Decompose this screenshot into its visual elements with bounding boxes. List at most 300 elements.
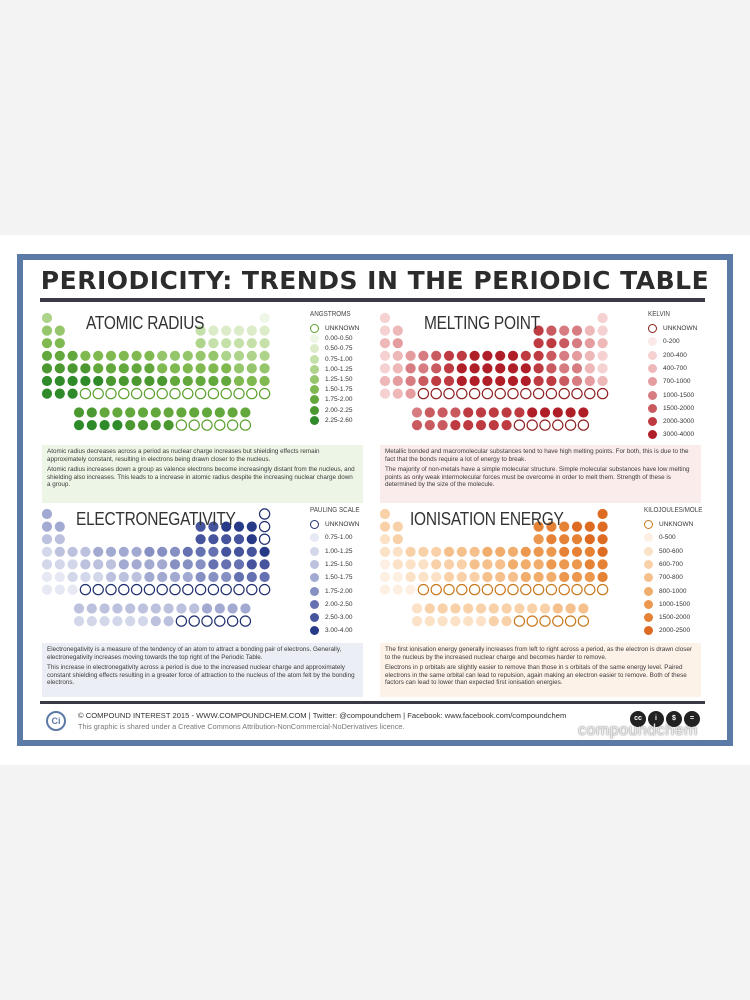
element-dot <box>221 547 231 557</box>
element-dot <box>380 547 390 557</box>
element-dot <box>559 326 569 336</box>
element-dot <box>132 376 142 386</box>
description-paragraph: Atomic radius increases down a group as valence electrons become increasingly distant from the nucleus, and shielding also increases. This leads to a increase in atomic radius despite the increasing nuclear charge down a group. <box>47 466 355 489</box>
element-dot <box>221 363 231 373</box>
f-block-dot <box>202 420 212 430</box>
f-block-dot <box>502 420 512 430</box>
element-dot <box>170 376 180 386</box>
element-dot <box>260 313 270 323</box>
element-dot <box>482 389 492 399</box>
element-dot <box>534 585 544 595</box>
element-dot <box>495 547 505 557</box>
element-dot <box>431 547 441 557</box>
legend-swatch <box>310 355 319 364</box>
legend-swatch <box>310 560 319 569</box>
element-dot <box>68 585 78 595</box>
element-dot <box>68 547 78 557</box>
element-dot <box>521 572 531 582</box>
f-block-dot <box>164 407 174 417</box>
f-block-dot <box>100 603 110 613</box>
title-rule <box>40 298 705 302</box>
element-dot <box>572 326 582 336</box>
f-block-dot <box>215 407 225 417</box>
element-dot <box>144 389 154 399</box>
element-dot <box>93 376 103 386</box>
legend-label: 500-600 <box>659 547 683 555</box>
element-dot <box>183 351 193 361</box>
element-dot <box>132 547 142 557</box>
element-dot <box>42 376 52 386</box>
element-dot <box>598 338 608 348</box>
element-dot <box>157 559 167 569</box>
description-atomic-radius <box>42 445 363 503</box>
element-dot <box>157 363 167 373</box>
element-dot <box>559 585 569 595</box>
element-dot <box>572 389 582 399</box>
element-dot <box>132 389 142 399</box>
element-dot <box>80 376 90 386</box>
element-dot <box>546 559 556 569</box>
legend-label: 1.75-2.00 <box>325 587 353 595</box>
element-dot <box>68 351 78 361</box>
element-dot <box>170 389 180 399</box>
f-block-dot <box>164 420 174 430</box>
f-block-dot <box>74 616 84 626</box>
element-dot <box>444 559 454 569</box>
element-dot <box>534 338 544 348</box>
cc-badge: cc <box>630 711 646 727</box>
element-dot <box>393 363 403 373</box>
element-dot <box>585 572 595 582</box>
element-dot <box>508 363 518 373</box>
f-block-dot <box>228 407 238 417</box>
element-dot <box>546 572 556 582</box>
description-melting-point <box>380 445 701 503</box>
f-block-dot <box>87 603 97 613</box>
f-block-dot <box>476 616 486 626</box>
element-dot <box>42 313 52 323</box>
legend-swatch <box>644 560 653 569</box>
element-dot <box>572 338 582 348</box>
element-dot <box>106 351 116 361</box>
element-dot <box>42 585 52 595</box>
element-dot <box>93 363 103 373</box>
legend-swatch <box>310 587 319 596</box>
element-dot <box>418 389 428 399</box>
description-paragraph: Electrons in p orbitals are slightly easier to remove than those in s orbitals of the same energy level. Paired electrons in the same orbital can lead to repulsion, again making an electron easier to remove. Both of these factors can lead to lower than expected first ionisation energies. <box>385 664 687 687</box>
panel-title-ionisation-energy: IONISATION ENERGY <box>410 509 564 529</box>
f-block-dot <box>112 420 122 430</box>
element-dot <box>170 363 180 373</box>
element-dot <box>196 363 206 373</box>
element-dot <box>260 389 270 399</box>
element-dot <box>521 559 531 569</box>
legend-item <box>310 586 352 597</box>
element-dot <box>521 585 531 595</box>
element-dot <box>393 326 403 336</box>
element-dot <box>144 572 154 582</box>
f-block-dot <box>138 616 148 626</box>
element-dot <box>444 547 454 557</box>
element-dot <box>80 363 90 373</box>
element-dot <box>170 559 180 569</box>
element-dot <box>119 547 129 557</box>
element-dot <box>482 559 492 569</box>
legend-swatch <box>310 613 319 622</box>
element-dot <box>247 534 257 544</box>
legend-swatch <box>648 430 657 439</box>
legend-swatch <box>648 337 657 346</box>
f-block-dot <box>463 616 473 626</box>
legend-label: 2000-3000 <box>663 418 695 426</box>
f-block-dot <box>74 420 84 430</box>
element-dot <box>431 572 441 582</box>
element-dot <box>196 534 206 544</box>
element-dot <box>482 547 492 557</box>
legend-item <box>644 612 690 623</box>
f-block-dot <box>189 616 199 626</box>
element-dot <box>444 572 454 582</box>
element-dot <box>508 376 518 386</box>
f-block-dot <box>176 603 186 613</box>
element-dot <box>585 351 595 361</box>
element-dot <box>260 326 270 336</box>
f-block-dot <box>202 603 212 613</box>
element-dot <box>457 572 467 582</box>
element-dot <box>42 351 52 361</box>
f-block-dot <box>215 616 225 626</box>
element-dot <box>80 572 90 582</box>
element-dot <box>157 389 167 399</box>
element-dot <box>585 534 595 544</box>
legend-label: 1500-2000 <box>663 404 695 412</box>
f-block-dot <box>176 616 186 626</box>
legend-swatch <box>648 417 657 426</box>
element-dot <box>55 572 65 582</box>
legend-swatch <box>644 573 653 582</box>
element-dot <box>534 389 544 399</box>
element-dot <box>508 389 518 399</box>
element-dot <box>559 363 569 373</box>
legend-swatch <box>310 600 319 609</box>
element-dot <box>42 522 52 532</box>
legend-label: 800-1000 <box>659 587 687 595</box>
description-electronegativity <box>42 643 363 697</box>
legend-label: UNKNOWN <box>659 521 694 528</box>
element-dot <box>393 376 403 386</box>
element-dot <box>132 363 142 373</box>
poster-title: PERIODICITY: TRENDS IN THE PERIODIC TABLE <box>40 266 710 295</box>
legend-item <box>644 519 693 530</box>
element-dot <box>457 351 467 361</box>
element-dot <box>470 559 480 569</box>
f-block-dot <box>540 420 550 430</box>
element-dot <box>221 534 231 544</box>
legend-swatch <box>310 334 319 343</box>
element-dot <box>598 572 608 582</box>
f-block-dot <box>566 420 576 430</box>
f-block-dot <box>450 407 460 417</box>
legend-swatch <box>310 385 319 394</box>
element-dot <box>221 572 231 582</box>
f-block-dot <box>151 420 161 430</box>
f-block-dot <box>566 616 576 626</box>
f-block-dot <box>489 603 499 613</box>
legend-item <box>310 519 359 530</box>
element-dot <box>196 389 206 399</box>
element-dot <box>132 585 142 595</box>
element-dot <box>559 534 569 544</box>
element-dot <box>572 376 582 386</box>
f-block-dot <box>412 616 422 626</box>
legend-swatch <box>648 377 657 386</box>
f-block-dot <box>527 420 537 430</box>
element-dot <box>55 363 65 373</box>
element-dot <box>393 338 403 348</box>
element-dot <box>598 363 608 373</box>
element-dot <box>93 559 103 569</box>
f-block-dot <box>412 603 422 613</box>
element-dot <box>208 585 218 595</box>
element-dot <box>170 572 180 582</box>
f-block-dot <box>463 603 473 613</box>
legend-swatch <box>310 626 319 635</box>
element-dot <box>521 351 531 361</box>
element-dot <box>221 585 231 595</box>
legend-swatch <box>310 344 319 353</box>
element-dot <box>93 351 103 361</box>
element-dot <box>380 534 390 544</box>
element-dot <box>42 572 52 582</box>
f-block-dot <box>215 603 225 613</box>
element-dot <box>406 376 416 386</box>
f-block-dot <box>228 603 238 613</box>
element-dot <box>144 547 154 557</box>
element-dot <box>42 534 52 544</box>
element-dot <box>119 572 129 582</box>
element-dot <box>247 351 257 361</box>
element-dot <box>42 338 52 348</box>
legend-item <box>648 336 680 347</box>
element-dot <box>55 351 65 361</box>
element-dot <box>598 585 608 595</box>
f-block-dot <box>125 603 135 613</box>
element-dot <box>495 559 505 569</box>
element-dot <box>406 559 416 569</box>
element-dot <box>144 376 154 386</box>
element-dot <box>208 534 218 544</box>
element-dot <box>234 572 244 582</box>
element-dot <box>534 547 544 557</box>
element-dot <box>418 351 428 361</box>
description-paragraph: Atomic radius decreases across a period as nuclear charge increases but shielding effects remain approximately constant, resulting in electrons being drawn closer to the nucleus. <box>47 448 320 463</box>
element-dot <box>68 389 78 399</box>
f-block-dot <box>489 420 499 430</box>
f-block-dot <box>112 603 122 613</box>
element-dot <box>546 338 556 348</box>
element-dot <box>247 389 257 399</box>
element-dot <box>93 389 103 399</box>
legend-label: 0.75-1.00 <box>325 534 353 542</box>
element-dot <box>106 572 116 582</box>
element-dot <box>393 547 403 557</box>
element-dot <box>208 351 218 361</box>
f-block-dot <box>463 420 473 430</box>
legend-swatch <box>644 533 653 542</box>
element-dot <box>234 585 244 595</box>
element-dot <box>80 547 90 557</box>
element-dot <box>55 338 65 348</box>
legend-label: 1500-2000 <box>659 614 691 622</box>
element-dot <box>119 351 129 361</box>
element-dot <box>482 376 492 386</box>
element-dot <box>508 547 518 557</box>
f-block-dot <box>553 420 563 430</box>
element-dot <box>546 326 556 336</box>
element-dot <box>534 534 544 544</box>
f-block-dot <box>425 420 435 430</box>
f-block-dot <box>527 407 537 417</box>
f-block-dot <box>125 407 135 417</box>
element-dot <box>598 534 608 544</box>
element-dot <box>260 559 270 569</box>
element-dot <box>406 363 416 373</box>
legend-label: 1.50-1.75 <box>325 574 353 582</box>
element-dot <box>546 351 556 361</box>
element-dot <box>457 559 467 569</box>
element-dot <box>234 338 244 348</box>
element-dot <box>260 572 270 582</box>
legend-item <box>648 363 687 374</box>
element-dot <box>534 559 544 569</box>
element-dot <box>585 522 595 532</box>
legend-unit: ANGSTROMS <box>310 311 351 318</box>
element-dot <box>572 559 582 569</box>
element-dot <box>470 585 480 595</box>
element-dot <box>380 313 390 323</box>
element-dot <box>495 363 505 373</box>
f-block-dot <box>425 616 435 626</box>
background-bottom <box>0 765 750 1000</box>
element-dot <box>132 559 142 569</box>
element-dot <box>68 572 78 582</box>
legend-item <box>310 572 352 583</box>
element-dot <box>444 363 454 373</box>
element-dot <box>157 547 167 557</box>
element-dot <box>393 522 403 532</box>
element-dot <box>247 559 257 569</box>
element-dot <box>68 559 78 569</box>
element-dot <box>559 389 569 399</box>
element-dot <box>380 389 390 399</box>
f-block-dot <box>189 420 199 430</box>
description-ionisation-energy <box>380 643 701 697</box>
element-dot <box>521 389 531 399</box>
element-dot <box>508 559 518 569</box>
element-dot <box>119 376 129 386</box>
element-dot <box>247 547 257 557</box>
f-block-dot <box>489 616 499 626</box>
legend-label: 2.50-3.00 <box>325 614 353 622</box>
element-dot <box>546 585 556 595</box>
element-dot <box>144 585 154 595</box>
element-dot <box>260 363 270 373</box>
legend-label: 2.25-2.60 <box>325 416 353 424</box>
element-dot <box>431 585 441 595</box>
element-dot <box>196 585 206 595</box>
legend-item <box>648 403 694 414</box>
element-dot <box>418 376 428 386</box>
element-dot <box>80 351 90 361</box>
f-block-dot <box>502 616 512 626</box>
f-block-dot <box>138 603 148 613</box>
legend-label: 1.50-1.75 <box>325 386 353 394</box>
element-dot <box>157 376 167 386</box>
element-dot <box>380 559 390 569</box>
element-dot <box>393 572 403 582</box>
element-dot <box>598 313 608 323</box>
element-dot <box>55 585 65 595</box>
element-dot <box>380 338 390 348</box>
element-dot <box>380 351 390 361</box>
f-block-dot <box>578 603 588 613</box>
element-dot <box>119 389 129 399</box>
element-dot <box>598 376 608 386</box>
legend-label: 1.25-1.50 <box>325 560 353 568</box>
element-dot <box>221 338 231 348</box>
element-dot <box>393 351 403 361</box>
element-dot <box>457 585 467 595</box>
legend-swatch <box>648 391 657 400</box>
legend-label: 2000-2500 <box>659 627 691 635</box>
legend-item <box>310 559 352 570</box>
element-dot <box>444 389 454 399</box>
legend-swatch <box>310 395 319 404</box>
element-dot <box>444 585 454 595</box>
element-dot <box>534 351 544 361</box>
f-block-dot <box>527 603 537 613</box>
element-dot <box>119 559 129 569</box>
panel-electronegativity <box>38 504 368 699</box>
element-dot <box>380 326 390 336</box>
element-dot <box>183 376 193 386</box>
legend-label: 1.75-2.00 <box>325 396 353 404</box>
element-dot <box>585 559 595 569</box>
f-block-dot <box>450 603 460 613</box>
legend-label: 700-800 <box>659 574 683 582</box>
element-dot <box>42 326 52 336</box>
panel-title-melting-point: MELTING POINT <box>424 313 540 333</box>
element-dot <box>42 547 52 557</box>
element-dot <box>470 376 480 386</box>
element-dot <box>144 559 154 569</box>
panel-atomic-radius <box>38 308 368 498</box>
f-block-dot <box>151 603 161 613</box>
element-dot <box>221 559 231 569</box>
f-block-dot <box>240 420 250 430</box>
f-block-dot <box>502 603 512 613</box>
element-dot <box>55 326 65 336</box>
f-block-dot <box>438 603 448 613</box>
cc-nd-icon: = <box>684 711 700 727</box>
element-dot <box>482 351 492 361</box>
element-dot <box>470 572 480 582</box>
element-dot <box>106 559 116 569</box>
element-dot <box>572 572 582 582</box>
element-dot <box>144 351 154 361</box>
f-block-dot <box>74 407 84 417</box>
f-block-dot <box>87 407 97 417</box>
